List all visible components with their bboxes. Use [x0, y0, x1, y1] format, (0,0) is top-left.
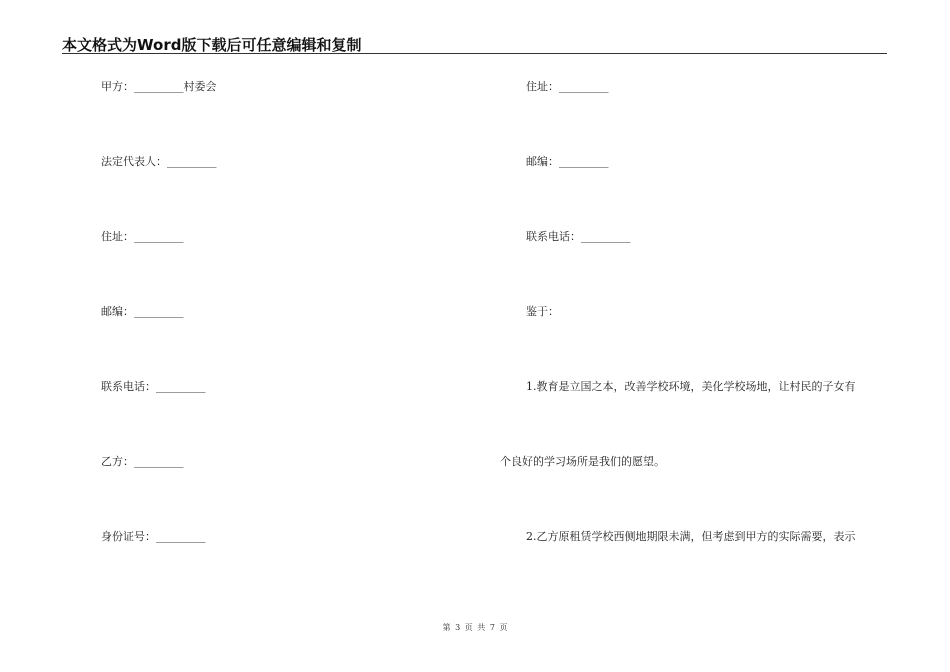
clause-2-text: 2.乙方原租赁学校西侧地期限未满，但考虑到甲方的实际需要，表示 — [526, 530, 856, 543]
page-number-footer — [0, 622, 950, 633]
party-a-line: 甲方：_________村委会 — [101, 80, 217, 93]
party-b-address-line: 住址：_________ — [101, 230, 184, 243]
total-prefix: 共 — [477, 623, 486, 632]
party-b-postcode-line: 邮编：_________ — [101, 305, 184, 318]
page-word: 页 — [464, 623, 473, 632]
header-divider — [62, 53, 887, 54]
legal-representative-line: 法定代表人：_________ — [101, 155, 217, 168]
total-page-number: 7 — [489, 623, 495, 632]
page-prefix: 第 — [442, 623, 451, 632]
party-a-phone-line: 联系电话：_________ — [526, 230, 631, 243]
document-header-title: 本文格式为Word版下载后可任意编辑和复制 — [62, 36, 362, 54]
party-a-postcode-line: 邮编：_________ — [526, 155, 609, 168]
party-b-phone-line: 联系电话：_________ — [101, 380, 206, 393]
clause-1-continuation: 个良好的学习场所是我们的愿望。 — [500, 455, 665, 468]
party-a-address-line: 住址：_________ — [526, 80, 609, 93]
party-b-line: 乙方：_________ — [101, 455, 184, 468]
whereas-heading: 鉴于： — [526, 305, 559, 318]
page-suffix: 页 — [499, 623, 508, 632]
clause-1-text: 1.教育是立国之本，改善学校环境，美化学校场地，让村民的子女有 — [526, 380, 856, 393]
id-number-line: 身份证号：_________ — [101, 530, 206, 543]
current-page-number: 3 — [455, 623, 461, 632]
